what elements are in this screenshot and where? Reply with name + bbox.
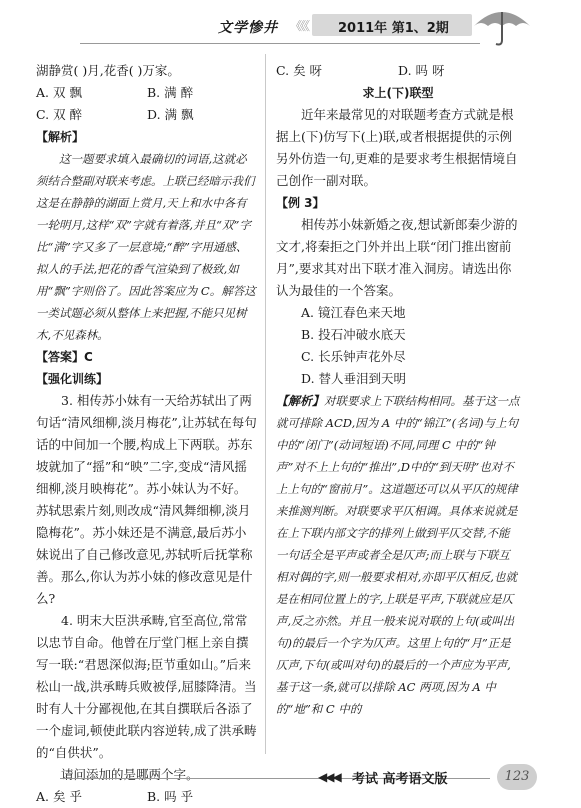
practice-heading: 【强化训练】 <box>36 372 109 386</box>
umbrella-icon <box>470 4 534 48</box>
example-option-c: C. 长乐钟声花外尽 <box>301 349 406 364</box>
page-header <box>0 0 581 46</box>
right-column <box>276 60 520 720</box>
analysis-heading-right: 【解析】 <box>276 394 325 408</box>
analysis-body-right: 对联要求上下联结构相同。基于这一点就可排除 ACD,因为 A 中的“锦江”(名词)与上句中的“闭门”(动词短语)不同,同理 C 中的“钟声”对不上上句的“推出”,D中的“到天明”也对不上上句的“窗前月”。这道题还可以从平仄的规律来推测判断。对联要求平仄相调。具体来说就是在上下联内部文字的排列上做到平仄交替,不能一句话全是平声或者全是仄声;而上联与下联互相对偶的字,则一般要求相对,亦即平仄相反,也就是在相同位置上的字,上联是平声,下联就应是仄声,反之亦然。并且一般来说对联的上句(或叫出句)的最后一个字为仄声。这里上句的“月”正是仄声,下句(或叫对句)的最后的一个声应为平声,基于这一条,就可以排除 AC 两项,因为 A 中的“地”和 C 中的 <box>276 394 520 716</box>
header-rule <box>80 43 480 44</box>
question-4: 4. 明末大臣洪承畴,官至高位,常常以忠节自命。他曾在厅堂门框上亲自撰写一联:“君恩深似海;臣节重如山。”后来松山一战,洪承畴兵败被俘,屈膝降清。当时有人十分鄙视他,在其自撰联后各添了一个虚词,顿使此联内容逆转,成了洪承畴的“自供状”。 <box>36 613 257 760</box>
analysis-text-right <box>276 390 520 720</box>
q4-option-d: D. 吗 呀 <box>398 63 445 78</box>
options-row-1 <box>36 82 258 104</box>
column-divider <box>265 54 266 754</box>
options-row-cd <box>276 60 520 82</box>
example-option-d: D. 替人垂泪到天明 <box>301 371 407 386</box>
analysis-text: 这一题要求填入最确切的词语,这就必须结合整副对联来考虑。上联已经暗示我们这是在静静的湖面上赏月,天上和水中各有一轮明月,这样“双”字就有着落,并且“双”字比“满”字又多了一层意境;“醉”字用通感、拟人的手法,把花的香气渲染到了极致,如用“飘”字则俗了。因此答案应为 C。解答这一类试题必须从整体上来把握,不能只见树木,不见森林。 <box>36 152 256 342</box>
q4-option-a: A. 矣 乎 <box>36 789 82 804</box>
option-b: B. 满 醉 <box>147 85 194 100</box>
question-line: 湖静赏( )月,花香( )万家。 <box>36 63 180 78</box>
example-text: 相传苏小妹新婚之夜,想试新郎秦少游的文才,将秦拒之门外并出上联“闭门推出窗前月”,要求其对出下联才准入洞房。请选出你认为最佳的一个答案。 <box>276 217 518 298</box>
option-d: D. 满 飘 <box>147 107 194 122</box>
footer-title: 考试 高考语文版 <box>352 772 448 787</box>
example-option-b: B. 投石冲破水底天 <box>301 327 406 342</box>
left-column <box>36 60 258 808</box>
issue-label: 2011年 第1、2期 <box>338 21 449 36</box>
answer-heading: 【答案】C <box>36 350 93 364</box>
page-footer <box>0 758 581 798</box>
example-heading: 【例 3】 <box>276 196 325 210</box>
option-c: C. 双 醉 <box>36 107 83 122</box>
page-number: 123 <box>497 764 537 790</box>
q4-option-c: C. 矣 呀 <box>276 63 323 78</box>
analysis-heading: 【解析】 <box>36 130 85 144</box>
q4-option-b: B. 吗 乎 <box>147 789 194 804</box>
question-4-prompt: 请问添加的是哪两个字。 <box>61 767 199 782</box>
journal-title: 文学惨井 <box>218 20 278 36</box>
section-title: 求上(下)联型 <box>362 86 434 100</box>
question-3: 3. 相传苏小妹有一天给苏轼出了两句话“清风细柳,淡月梅花”,让苏轼在每句话的中间加一个腰,构成上下两联。苏东坡就加了“摇”和“映”二字,变成“清风摇细柳,淡月映梅花”。苏小妹认为不好。苏轼思索片刻,则改成“清风舞细柳,淡月隐梅花”。苏小妹还是不满意,最后苏小妹说出了自己修改意见,苏轼听后抚掌称善。那么,你认为苏小妹的修改意见是什么? <box>36 393 257 606</box>
option-a: A. 双 飘 <box>36 85 82 100</box>
section-intro: 近年来最常见的对联题考查方式就是根据上(下)仿写下(上)联,或者根据提供的示例另外仿造一句,更难的是要求考生根据情境自己创作一副对联。 <box>276 107 518 188</box>
footer-arrows: ◀◀◀ <box>318 770 340 784</box>
options-row-2 <box>36 104 258 126</box>
example-option-a: A. 镜江春色来天地 <box>301 305 406 320</box>
header-chevrons: 《《《 <box>290 19 309 33</box>
